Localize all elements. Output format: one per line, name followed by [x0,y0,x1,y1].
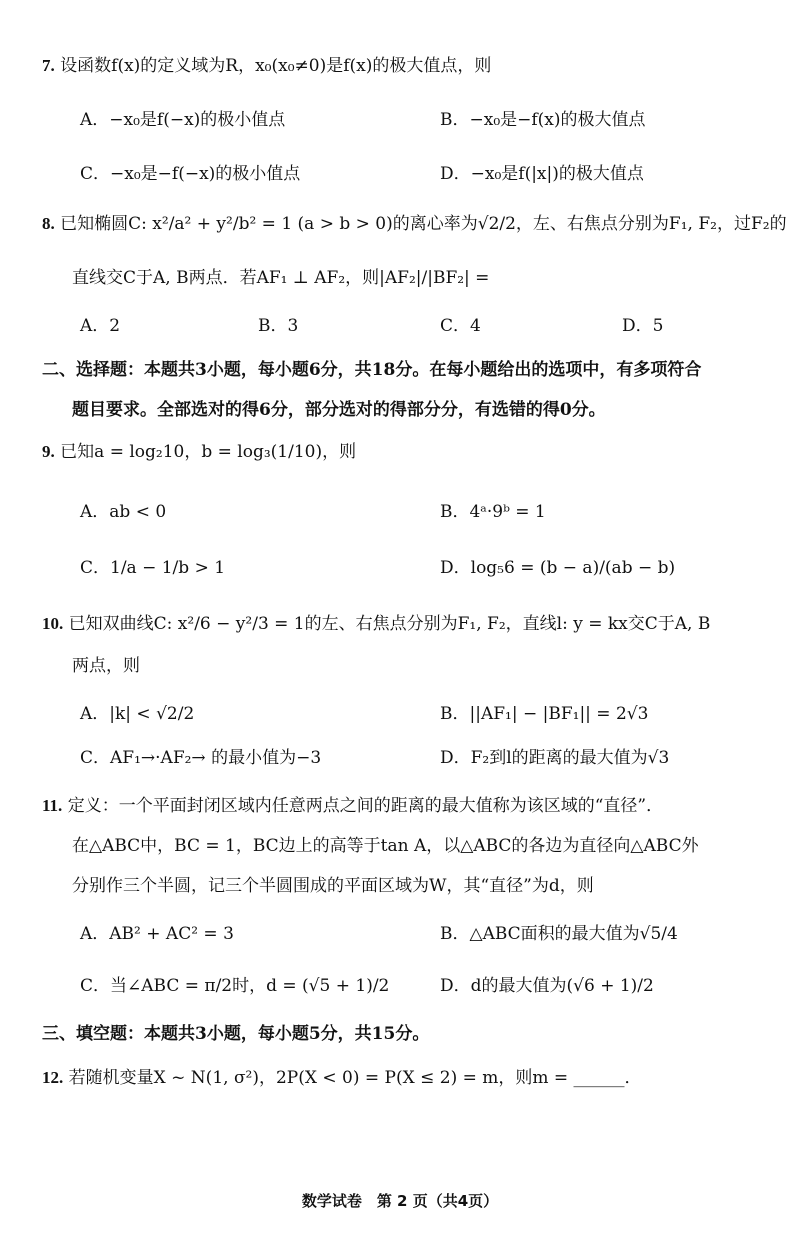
question-10-line2: 两点，则 [72,656,140,676]
section-2-heading: 二、选择题：本题共3小题，每小题6分，共18分。在每小题给出的选项中，有多项符合 [42,360,702,380]
question-number: 12. [42,1068,64,1087]
question-11-line2: 在△ABC中，BC = 1，BC边上的高等于tan A，以△ABC的各边为直径向△ABC外 [72,836,699,856]
q10-option-c: C．AF₁→·AF₂→ 的最小值为−3 [80,748,322,768]
q8-option-a: A．2 [80,316,121,336]
q9-option-d: D．log₅6 = (b − a)/(ab − b) [440,558,676,578]
question-7 [42,54,491,78]
question-11 [42,794,663,818]
question-stem: 已知a = log₂10，b = log₃(1/10)，则 [60,442,357,462]
question-number: 9. [42,442,55,461]
q7-option-c: C．−x₀是−f(−x)的极小值点 [80,164,301,184]
question-9 [42,440,356,464]
question-stem-line1: 已知椭圆C: x²/a² + y²/b² = 1 (a > b > 0)的离心率为√2/2，左、右焦点分别为F₁, F₂，过F₂的 [60,214,787,234]
q8-option-c: C．4 [440,316,481,336]
question-number: 11. [42,796,63,815]
section-2-heading-line2: 题目要求。全部选对的得6分，部分选对的得部分分，有选错的得0分。 [72,400,606,420]
question-number: 10. [42,614,64,633]
q8-option-b: B．3 [258,316,299,336]
q11-option-a: A．AB² + AC² = 3 [80,924,234,944]
q11-option-b: B．△ABC面积的最大值为√5/4 [440,924,678,944]
question-11-line3: 分别作三个半圆，记三个半圆围成的平面区域为W，其“直径”为d，则 [72,876,594,896]
question-8 [42,212,787,236]
question-stem: 设函数f(x)的定义域为R，x₀(x₀≠0)是f(x)的极大值点，则 [60,56,492,76]
section-3-heading: 三、填空题：本题共3小题，每小题5分，共15分。 [42,1024,430,1044]
question-stem-line1: 已知双曲线C: x²/6 − y²/3 = 1的左、右焦点分别为F₁, F₂，直线l: y = kx交C于A, B [68,614,711,634]
q7-option-d: D．−x₀是f(|x|)的极大值点 [440,164,644,184]
q7-option-b: B．−x₀是−f(x)的极大值点 [440,110,646,130]
q7-option-a: A．−x₀是f(−x)的极小值点 [80,110,286,130]
page-footer: 数学试卷 第 2 页（共4页） [301,1192,499,1210]
question-10 [42,612,710,636]
question-number: 7. [42,56,55,75]
question-12 [42,1066,642,1090]
question-8-line2: 直线交C于A, B两点．若AF₁ ⊥ AF₂，则|AF₂|/|BF₂| = [72,268,490,288]
q10-option-a: A．|k| < √2/2 [80,704,195,724]
q10-option-d: D．F₂到l的距离的最大值为√3 [440,748,670,768]
question-number: 8. [42,214,55,233]
q11-option-c: C．当∠ABC = π/2时，d = (√5 + 1)/2 [80,976,390,996]
q11-option-d: D．d的最大值为(√6 + 1)/2 [440,976,654,996]
q10-option-b: B．||AF₁| − |BF₁|| = 2√3 [440,704,649,724]
q9-option-c: C．1/a − 1/b > 1 [80,558,226,578]
question-stem: 若随机变量X ~ N(1, σ²)，2P(X < 0) = P(X ≤ 2) = m，则m = ______． [68,1068,642,1088]
q9-option-a: A．ab < 0 [80,502,167,522]
q9-option-b: B．4ᵃ·9ᵇ = 1 [440,502,546,522]
question-stem-line1: 定义：一个平面封闭区域内任意两点之间的距离的最大值称为该区域的“直径”． [67,796,664,816]
q8-option-d: D．5 [622,316,664,336]
